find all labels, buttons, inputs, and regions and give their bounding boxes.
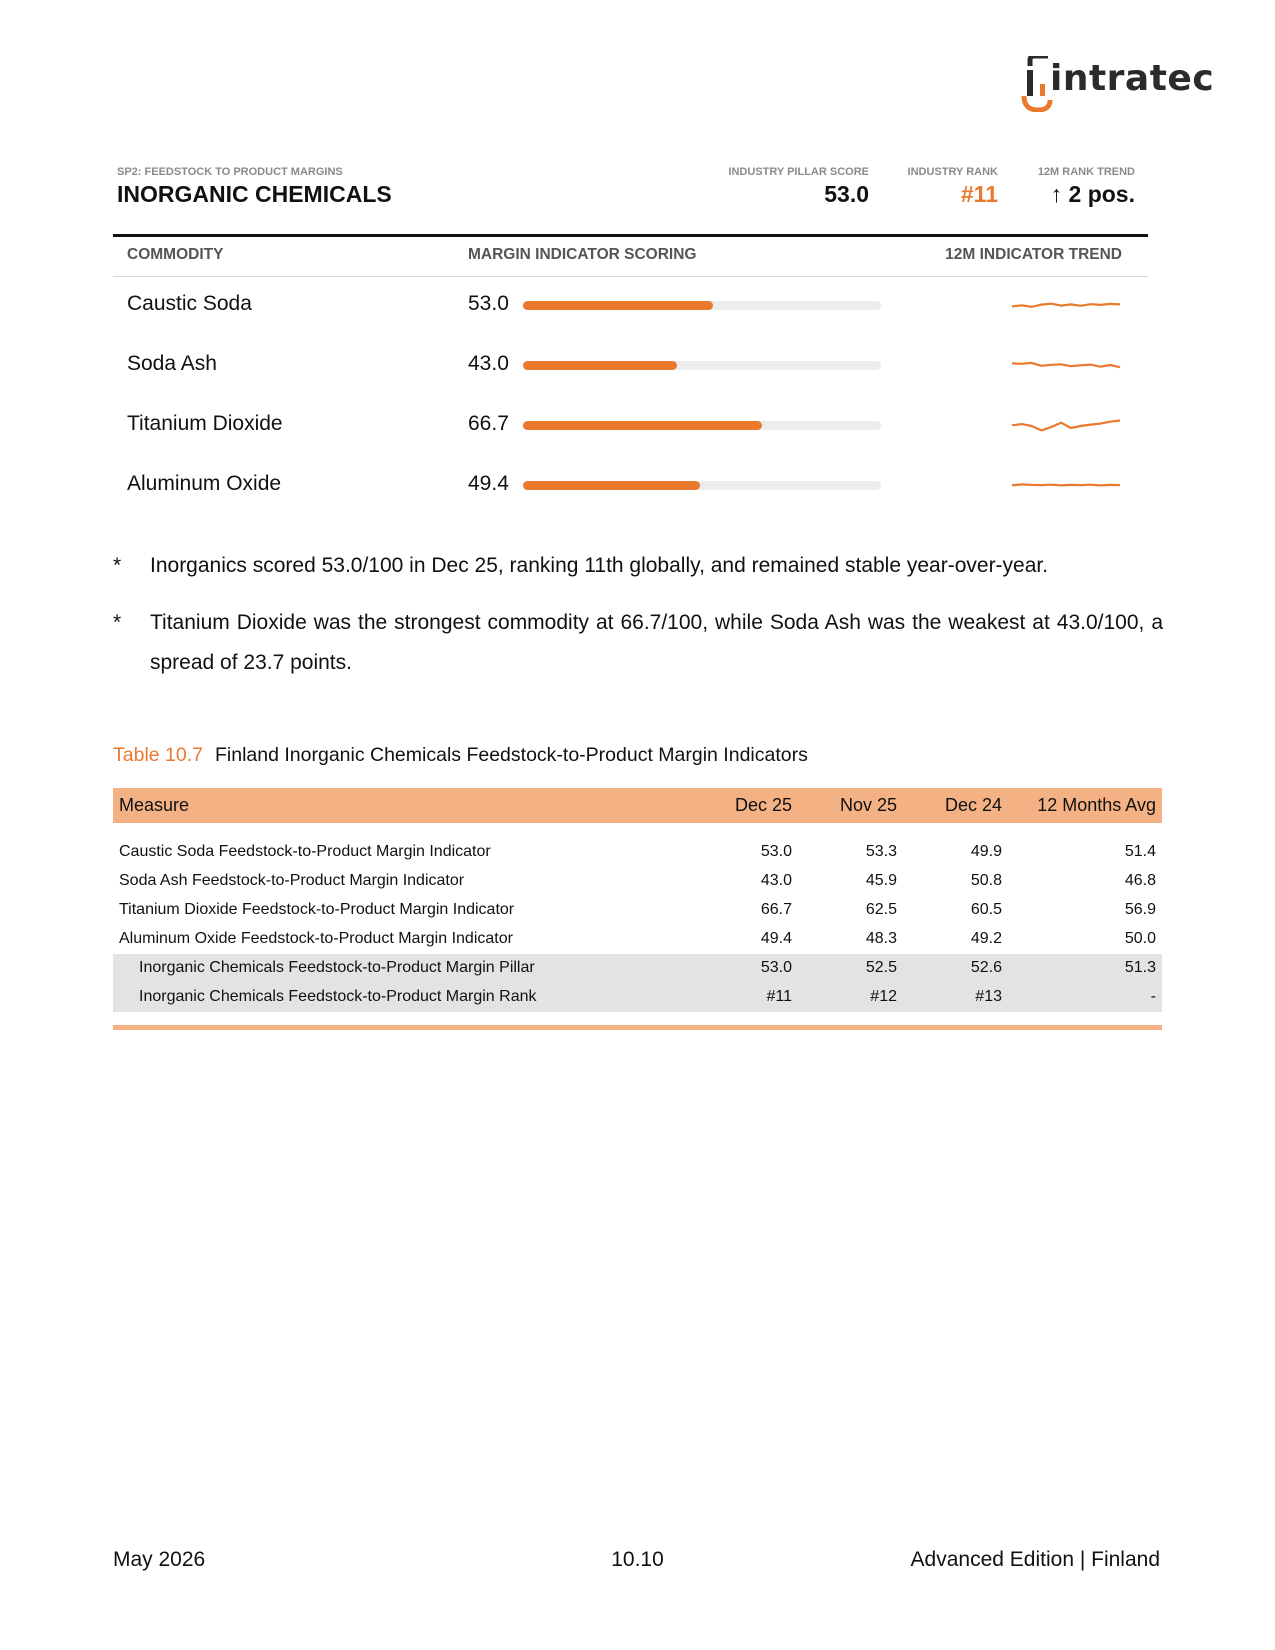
table-row [113,867,1162,896]
footer-date: May 2026 [113,1548,206,1571]
logo-mark-icon [1020,56,1054,112]
rank-trend-value: ↑ 2 pos. [1050,181,1135,207]
cell-nov25: 52.5 [865,959,897,976]
table-row-summary [113,983,1162,1012]
col-header-commodity: COMMODITY [127,246,224,263]
cell-dec24: #13 [975,988,1002,1005]
intratec-logo [1020,52,1215,114]
cell-dec24: 50.8 [970,872,1002,889]
cell-nov25: 45.9 [865,872,897,889]
score-bar-track [523,301,881,310]
table-row [113,925,1162,954]
trend-sparkline [1008,345,1124,385]
th-measure: Measure [119,795,190,815]
industry-rank-value: #11 [960,181,998,207]
header-rule [113,234,1148,237]
th-nov25: Nov 25 [839,795,897,815]
bullet-text: Titanium Dioxide was the strongest commodity at 66.7/100, while Soda Ash was the weakest at 43.0/100, a spread of 23.7 points. [150,611,1163,674]
col-header-trend: 12M INDICATOR TREND [945,246,1122,263]
sparkline-path [1012,304,1120,307]
bullet-text: Inorganics scored 53.0/100 in Dec 25, ranking 11th globally, and remained stable year-over-year. [150,554,1049,577]
cell-dec25: 53.0 [760,843,792,860]
commodity-name: Caustic Soda [127,292,252,315]
cell-avg: 50.0 [1124,930,1156,947]
cell-measure: Inorganic Chemicals Feedstock-to-Product Margin Rank [139,988,537,1005]
commodity-name: Soda Ash [127,352,217,375]
cell-dec25: 66.7 [760,901,792,918]
cell-dec25: #11 [766,988,792,1005]
commodity-row [0,285,1275,325]
score-bar-fill [523,301,713,310]
commodity-score: 43.0 [468,352,509,375]
cell-measure: Soda Ash Feedstock-to-Product Margin Indicator [119,872,465,889]
score-bar-fill [523,421,762,430]
score-bar-track [523,361,881,370]
cell-nov25: #12 [870,988,897,1005]
cell-dec25: 53.0 [760,959,792,976]
sparkline-path [1012,421,1120,431]
section-eyebrow: SP2: FEEDSTOCK TO PRODUCT MARGINS [117,166,343,178]
cell-nov25: 53.3 [865,843,897,860]
cell-nov25: 48.3 [865,930,897,947]
commodity-score: 49.4 [468,472,509,495]
cell-avg: - [1150,988,1156,1005]
score-bar-fill [523,361,677,370]
industry-rank-label: INDUSTRY RANK [907,166,998,178]
table-title: Finland Inorganic Chemicals Feedstock-to-Product Margin Indicators [215,744,808,766]
sparkline-path [1012,484,1120,485]
cell-dec24: 60.5 [970,901,1002,918]
page-number: 10.10 [611,1548,664,1571]
score-bar-track [523,421,881,430]
bullet-asterisk-icon: * [113,554,122,577]
th-12m-avg: 12 Months Avg [1037,795,1156,815]
score-bar-track [523,481,881,490]
column-header-rule [113,276,1148,277]
cell-dec24: 49.9 [970,843,1002,860]
cell-measure: Titanium Dioxide Feedstock-to-Product Margin Indicator [119,901,515,918]
commodity-name: Aluminum Oxide [127,472,282,495]
commodity-score: 66.7 [468,412,509,435]
th-dec25: Dec 25 [734,795,792,815]
trend-sparkline [1008,465,1124,505]
bullet-asterisk-icon: * [113,611,122,634]
table-caption [113,744,808,767]
bullet-item [113,546,1163,586]
cell-avg: 51.4 [1124,843,1156,860]
cell-measure: Inorganic Chemicals Feedstock-to-Product Margin Pillar [139,959,535,976]
cell-dec25: 49.4 [760,930,792,947]
commodity-name: Titanium Dioxide [127,412,283,435]
cell-measure: Caustic Soda Feedstock-to-Product Margin Indicator [119,843,491,860]
score-bar-fill [523,481,700,490]
cell-nov25: 62.5 [865,901,897,918]
table-bottom-rule [113,1025,1162,1030]
cell-dec25: 43.0 [760,872,792,889]
footer-edition: Advanced Edition | Finland [910,1548,1160,1571]
cell-avg: 46.8 [1124,872,1156,889]
table-header [113,788,1162,823]
table-row-summary [113,954,1162,983]
cell-avg: 51.3 [1124,959,1156,976]
cell-dec24: 49.2 [970,930,1002,947]
cell-measure: Aluminum Oxide Feedstock-to-Product Margin Indicator [119,930,513,947]
table-row [113,896,1162,925]
table-row [113,838,1162,867]
logo-wordmark: intratec [1050,58,1215,99]
commodity-row [0,405,1275,445]
trend-sparkline [1008,405,1124,445]
trend-sparkline [1008,285,1124,325]
cell-avg: 56.9 [1124,901,1156,918]
col-header-scoring: MARGIN INDICATOR SCORING [468,246,697,263]
table-number: Table 10.7 [113,744,203,766]
commodity-row [0,345,1275,385]
th-dec24: Dec 24 [944,795,1002,815]
pillar-score-value: 53.0 [824,181,869,207]
bullet-item [113,603,1163,683]
cell-dec24: 52.6 [970,959,1002,976]
sparkline-path [1012,363,1120,367]
rank-trend-label: 12M RANK TREND [1037,166,1135,178]
commodity-score: 53.0 [468,292,509,315]
page-title: INORGANIC CHEMICALS [117,181,392,207]
commodity-row [0,465,1275,505]
pillar-score-label: INDUSTRY PILLAR SCORE [728,166,869,178]
